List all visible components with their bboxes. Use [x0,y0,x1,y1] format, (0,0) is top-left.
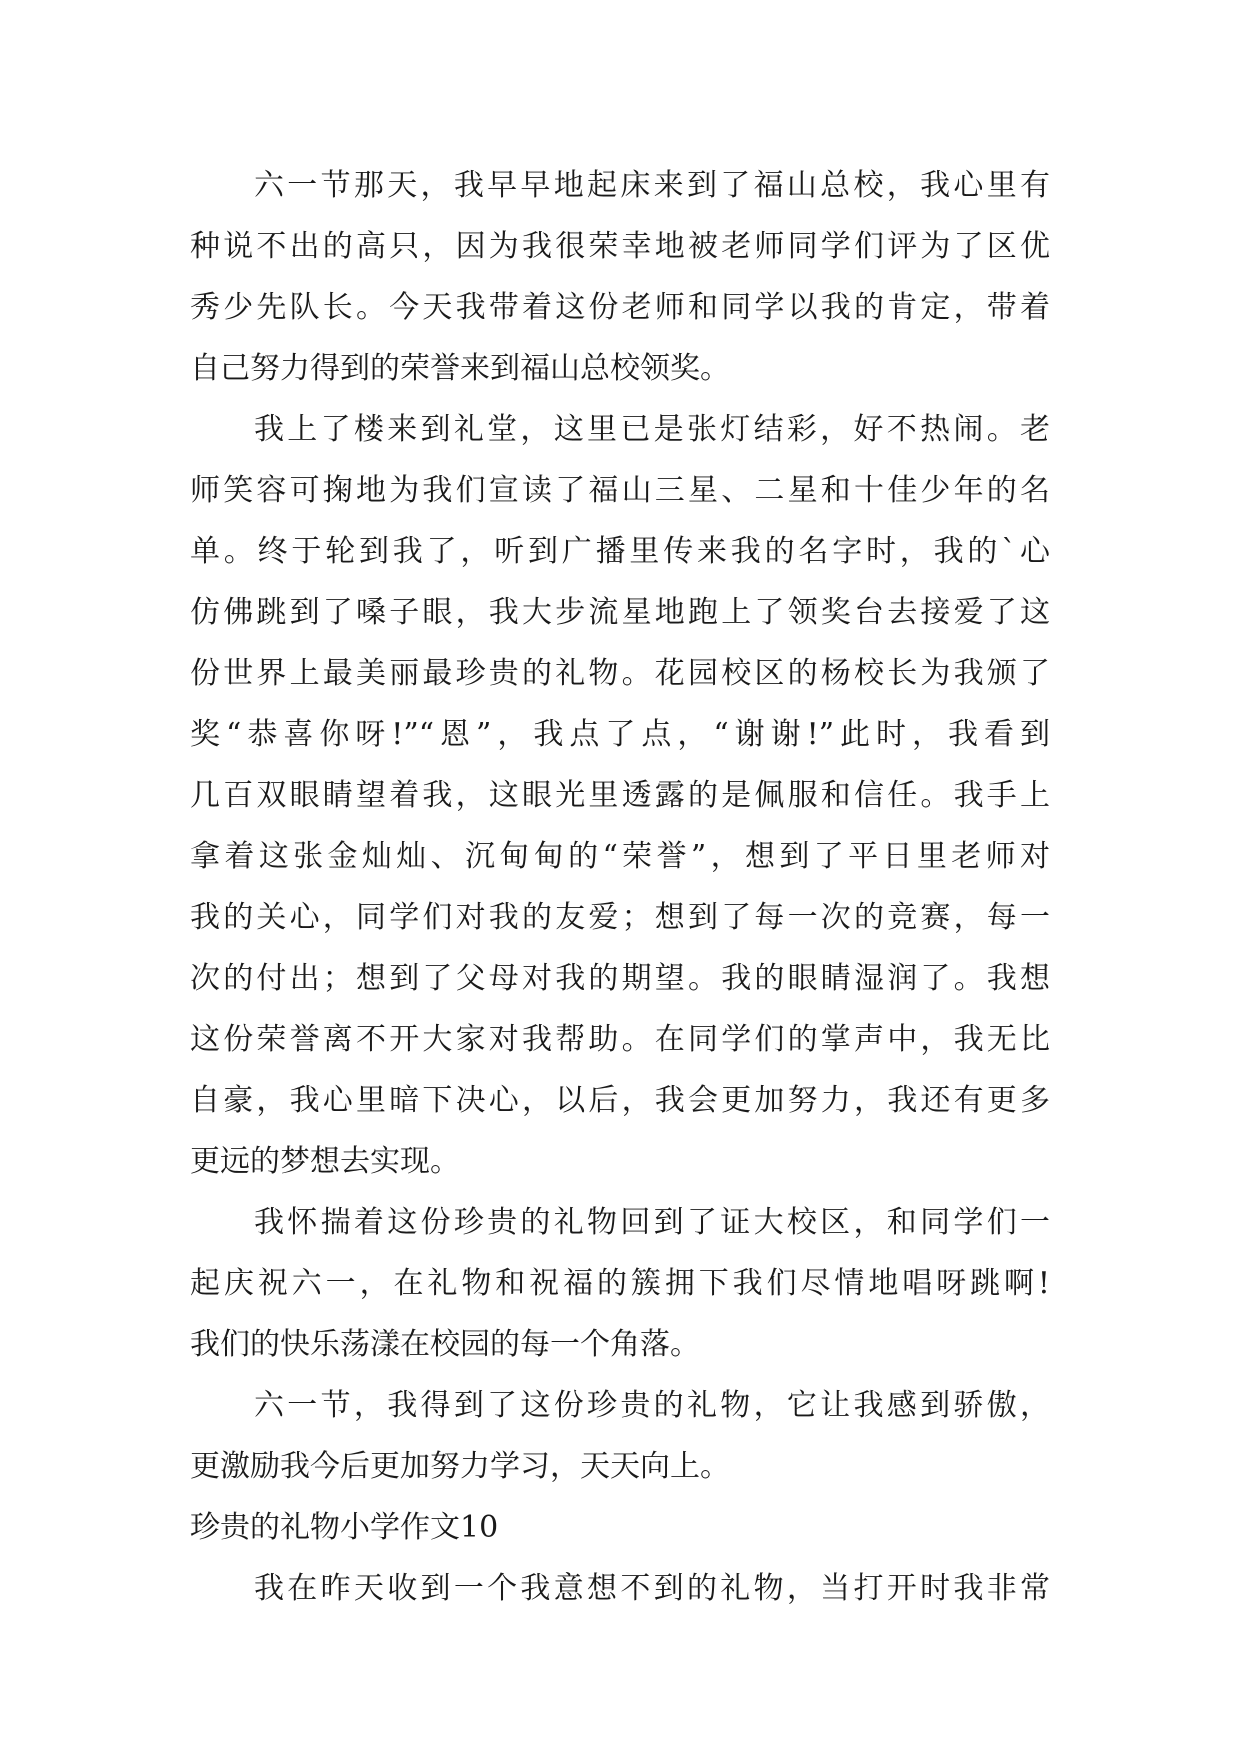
paragraph-1-line-3: 秀少先队长。今天我带着这份老师和同学以我的肯定，带着 [190,290,1050,325]
paragraph-2-line-5: 份世界上最美丽最珍贵的礼物。花园校区的杨校长为我颁了 [190,656,1050,691]
paragraph-2-line-2: 师笑容可掬地为我们宣读了福山三星、二星和十佳少年的名 [190,473,1050,508]
paragraph-4-line-1: 六一节，我得到了这份珍贵的礼物，它让我感到骄傲， [254,1388,1050,1423]
paragraph-2-line-3: 单。终于轮到我了，听到广播里传来我的名字时，我的`心 [190,534,1050,569]
paragraph-3-line-1: 我怀揣着这份珍贵的礼物回到了证大校区，和同学们一 [254,1205,1050,1240]
paragraph-1-line-4: 自己努力得到的荣誉来到福山总校领奖。 [190,351,730,386]
section-heading: 珍贵的礼物小学作文10 [190,1510,499,1545]
paragraph-2-line-4: 仿佛跳到了嗓子眼，我大步流星地跑上了领奖台去接爱了这 [190,595,1050,630]
paragraph-2-line-6: 奖“恭喜你呀!”“恩”，我点了点，“谢谢!”此时，我看到 [190,717,1050,752]
paragraph-2-line-11: 这份荣誉离不开大家对我帮助。在同学们的掌声中，我无比 [190,1022,1050,1057]
paragraph-2-line-13: 更远的梦想去实现。 [190,1144,460,1179]
final-paragraph-line-1: 我在昨天收到一个我意想不到的礼物，当打开时我非常 [254,1571,1050,1606]
paragraph-2-line-12: 自豪，我心里暗下决心，以后，我会更加努力，我还有更多 [190,1083,1050,1118]
paragraph-1-line-2: 种说不出的高只，因为我很荣幸地被老师同学们评为了区优 [190,229,1050,264]
paragraph-2-line-9: 我的关心，同学们对我的友爱；想到了每一次的竞赛，每一 [190,900,1050,935]
paragraph-2-line-10: 次的付出；想到了父母对我的期望。我的眼睛湿润了。我想 [190,961,1050,996]
paragraph-3-line-2: 起庆祝六一，在礼物和祝福的簇拥下我们尽情地唱呀跳啊! [190,1266,1050,1301]
paragraph-4-line-2: 更激励我今后更加努力学习，天天向上。 [190,1449,730,1484]
paragraph-3-line-3: 我们的快乐荡漾在校园的每一个角落。 [190,1327,700,1362]
paragraph-2-line-1: 我上了楼来到礼堂，这里已是张灯结彩，好不热闹。老 [254,412,1050,447]
paragraph-2-line-7: 几百双眼睛望着我，这眼光里透露的是佩服和信任。我手上 [190,778,1050,813]
paragraph-2-line-8: 拿着这张金灿灿、沉甸甸的“荣誉”，想到了平日里老师对 [190,839,1050,874]
paragraph-1-line-1: 六一节那天，我早早地起床来到了福山总校，我心里有 [254,168,1050,203]
document-body [190,155,1050,1619]
